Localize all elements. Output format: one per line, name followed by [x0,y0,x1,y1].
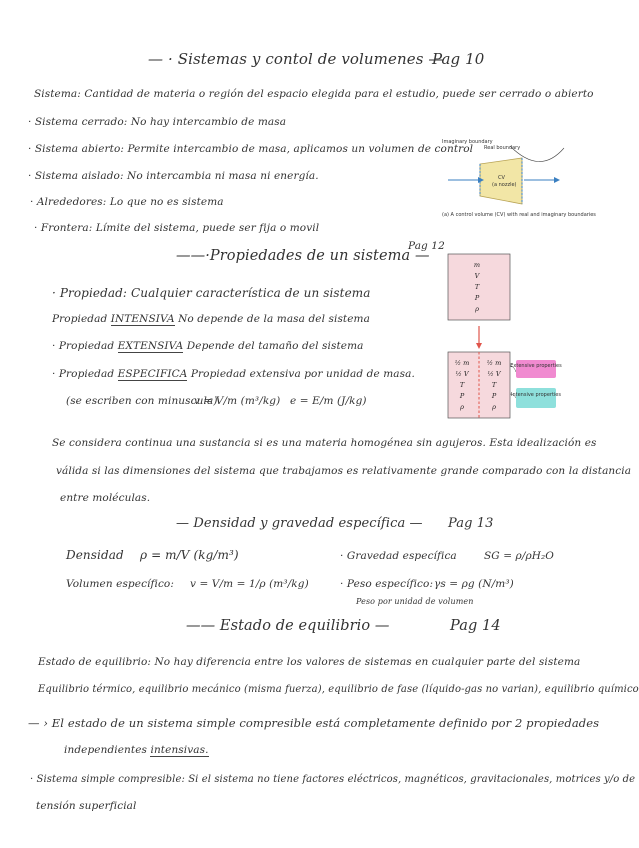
propiedades-independientes [64,744,209,756]
imaginary-boundary-label: Imaginary boundary [442,139,493,145]
section-propiedades-title: ——·Propiedades de un sistema — [176,248,430,264]
section-densidad-page: Pag 13 [448,516,494,531]
sistema-cerrado: · Sistema cerrado: No hay intercambio de masa [28,116,287,128]
equilibrio-definition: Estado de equilibrio: No hay diferencia entre los valores de sistemas en cualquier parte del sistema [38,656,581,668]
gravedad-especifica-formula: SG = ρ/ρH₂O [484,550,555,562]
intensiva-word: INTENSIVA [110,313,175,325]
intensive-badge [516,388,556,408]
svg-text:Intensive properties: Intensive properties [511,392,561,398]
especifica-rest: Propiedad extensiva por unidad de masa. [187,368,415,380]
gravedad-especifica-label: · Gravedad específica [340,550,457,562]
propiedad-extensiva [52,340,364,352]
svg-text:ρ: ρ [475,305,479,313]
sistema-aislado: · Sistema aislado: No intercambia ni masa ni energía. [28,170,319,182]
svg-text:½ V: ½ V [487,370,501,378]
continuo-line-2: válida si las dimensiones del sistema que trabajamos es relativamente grande comparado con la distancia [56,465,632,477]
svg-text:½ m: ½ m [454,359,470,367]
svg-text:ρ: ρ [492,403,496,411]
svg-text:ρ: ρ [460,403,464,411]
extensiva-word: EXTENSIVA [117,340,184,352]
extensiva-rest: Depende del tamaño del sistema [183,340,364,352]
svg-text:m: m [473,261,481,269]
especifica-word: ESPECIFICA [117,368,188,380]
tension-superficial: tensión superficial [36,800,137,812]
page-title: — · Sistemas y contol de volumenes — [148,50,444,68]
sistema-simple-compresible: · Sistema simple compresible: Si el sistema no tiene factores eléctricos, magnéticos, gravitacionales, motrices y/o de [30,774,636,785]
section-equilibrio-page: Pag 14 [450,618,501,634]
intensivas-word: intensivas. [150,744,209,756]
control-volume-figure [440,136,596,230]
cv-label: CV [498,175,505,181]
svg-text:Extensive properties: Extensive properties [510,363,562,369]
svg-text:T: T [474,283,480,291]
especifica-label: · Propiedad [52,368,118,380]
svg-text:V: V [474,272,480,280]
svg-text:T: T [459,381,465,389]
propiedad-especifica [52,368,415,380]
svg-text:½ m: ½ m [486,359,502,367]
extensiva-label: · Propiedad [52,340,118,352]
continuo-line-3: entre moléculas. [60,492,151,504]
section-equilibrio-title: —— Estado de equilibrio — [186,618,390,634]
minuscula-note: (se escriben con minuscula) [66,395,218,407]
formula-volumen-especifico: v = V/m (m³/kg) [194,395,281,407]
formula-energia-especifica: e = E/m (J/kg) [290,395,367,407]
real-boundary-label: Real boundary [484,145,521,151]
peso-especifico-note: Peso por unidad de volumen [356,597,474,606]
figure-caption: (a) A control volume (CV) with real and imaginary boundaries [442,212,596,218]
propiedad-intensiva [52,313,370,325]
svg-text:T: T [491,381,497,389]
densidad-formula: ρ = m/V (kg/m³) [140,548,239,562]
page-reference: Pag 10 [432,50,485,68]
densidad-label: Densidad [66,548,124,562]
peso-especifico-formula: γs = ρg (N/m³) [434,578,514,590]
frontera: · Frontera: Límite del sistema, puede ser fija o movil [34,222,320,234]
independientes-text: independientes [64,744,151,756]
svg-text:P: P [459,392,465,400]
properties-figure [446,252,562,422]
svg-text:P: P [474,294,480,302]
peso-especifico-label: · Peso específico: [340,578,434,590]
tipos-equilibrio: Equilibrio térmico, equilibrio mecánico (misma fuerza), equilibrio de fase (líquido-gas no varian), equilibrio químico [38,684,639,695]
estado-sistema-simple: — › El estado de un sistema simple compresible está completamente definido por 2 propiedades [28,716,600,730]
nozzle-shape [480,158,522,204]
intensiva-rest: No depende de la masa del sistema [174,313,370,325]
section-densidad-title: — Densidad y gravedad específica — [176,516,423,531]
intensiva-label: Propiedad [52,313,111,325]
sistema-definition: Sistema: Cantidad de materia o región del espacio elegida para el estudio, puede ser cerrado o abierto [34,88,594,100]
svg-text:P: P [491,392,497,400]
sistema-abierto: · Sistema abierto: Permite intercambio de masa, aplicamos un volumen de control [28,143,474,155]
nozzle-label: (a nozzle) [492,182,517,188]
alrededores: · Alrededores: Lo que no es sistema [30,196,224,208]
propiedad-definition: · Propiedad: Cualquier característica de un sistema [52,286,371,300]
volumen-especifico-label: Volumen específico: [66,578,174,590]
svg-text:½ V: ½ V [455,370,469,378]
section-propiedades-page: Pag 12 [408,240,445,252]
continuo-line-1: Se considera continua una sustancia si es una materia homogénea sin agujeros. Esta idealización es [52,437,597,449]
volumen-especifico-formula: v = V/m = 1/ρ (m³/kg) [190,578,309,590]
